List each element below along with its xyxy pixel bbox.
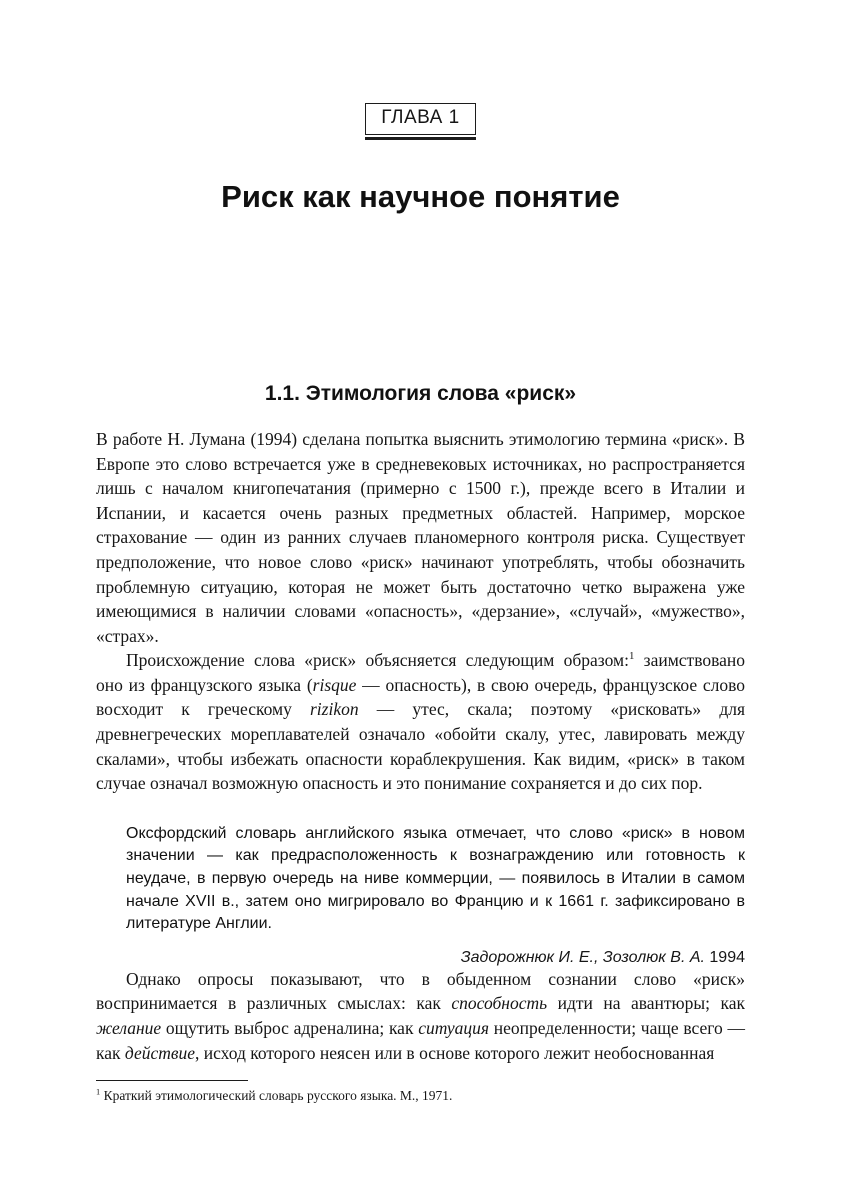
chapter-underline <box>365 137 475 140</box>
footnote-area <box>96 1080 745 1105</box>
chapter-label: ГЛАВА 1 <box>365 103 475 135</box>
chapter-header <box>96 0 745 140</box>
body-paragraph-1: В работе Н. Лумана (1994) сделана попытка выяснить этимологию термина «риск». В Европе это слово встречается уже в средневековых источниках, но распространяется лишь с началом книгопечатания (примерно с 1500 г.), прежде всего в Италии и Испании, и касается очень разных предметных областей. Например, морское страхование — один из ранних случаев планомерного контроля риска. Существует предположение, что новое слово «риск» начинают употреблять, чтобы обозначить проблемную ситуацию, которая не может быть достаточно четко выражена уже имеющимися в наличии словами «опасность», «дерзание», «случай», «мужество», «страх». <box>96 428 745 646</box>
quote-block: Оксфордский словарь английского языка отмечает, что слово «риск» в новом значении — как предрасположенность к вознаграждению или готовность к неудаче, в первую очередь на ниве коммерции, — появилось в Италии в самом начале XVII в., затем оно мигрировало во Францию и к 1661 г. зафиксировано в литературе Англии. <box>126 824 745 933</box>
section-heading: 1.1. Этимология слова «риск» <box>264 381 577 405</box>
footnote-rule <box>96 1080 248 1081</box>
chapter-badge <box>365 103 475 140</box>
quote-attribution-year: 1994 <box>704 948 745 966</box>
footnote-text: $^1$ Краткий этимологический словарь русского языка. М., 1971. <box>96 1087 453 1103</box>
quote-attribution <box>126 949 745 967</box>
page-title: Риск как научное понятие <box>221 178 620 214</box>
body-paragraph-3: Однако опросы показывают, что в обыденном сознании слово «риск» воспринимается в различных смыслах: как способность идти на авантюры; как желание ощутить выброс адреналина; как ситуация неопределенности; чаще всего — как действие, исход которого неясен или в основе которого лежит необоснованная <box>96 968 745 1063</box>
quote-attribution-names: Задорожнюк И. Е., Зозолюк В. А. <box>460 948 705 966</box>
body-paragraph-2: Происхождение слова «риск» объясняется следующим образом:$^1$ заимствовано оно из французского языка (risque — опасность), в свою очередь, французское слово восходит к греческому rizikon — утес, скала; поэтому «рисковать» для древнегреческих мореплавателей означало «обойти скалу, утес, лавировать между скалами», чтобы избежать опасности кораблекрушения. Как видим, «риск» в таком случае означал возможную опасность и это понимание сохраняется и до сих пор. <box>96 650 746 794</box>
